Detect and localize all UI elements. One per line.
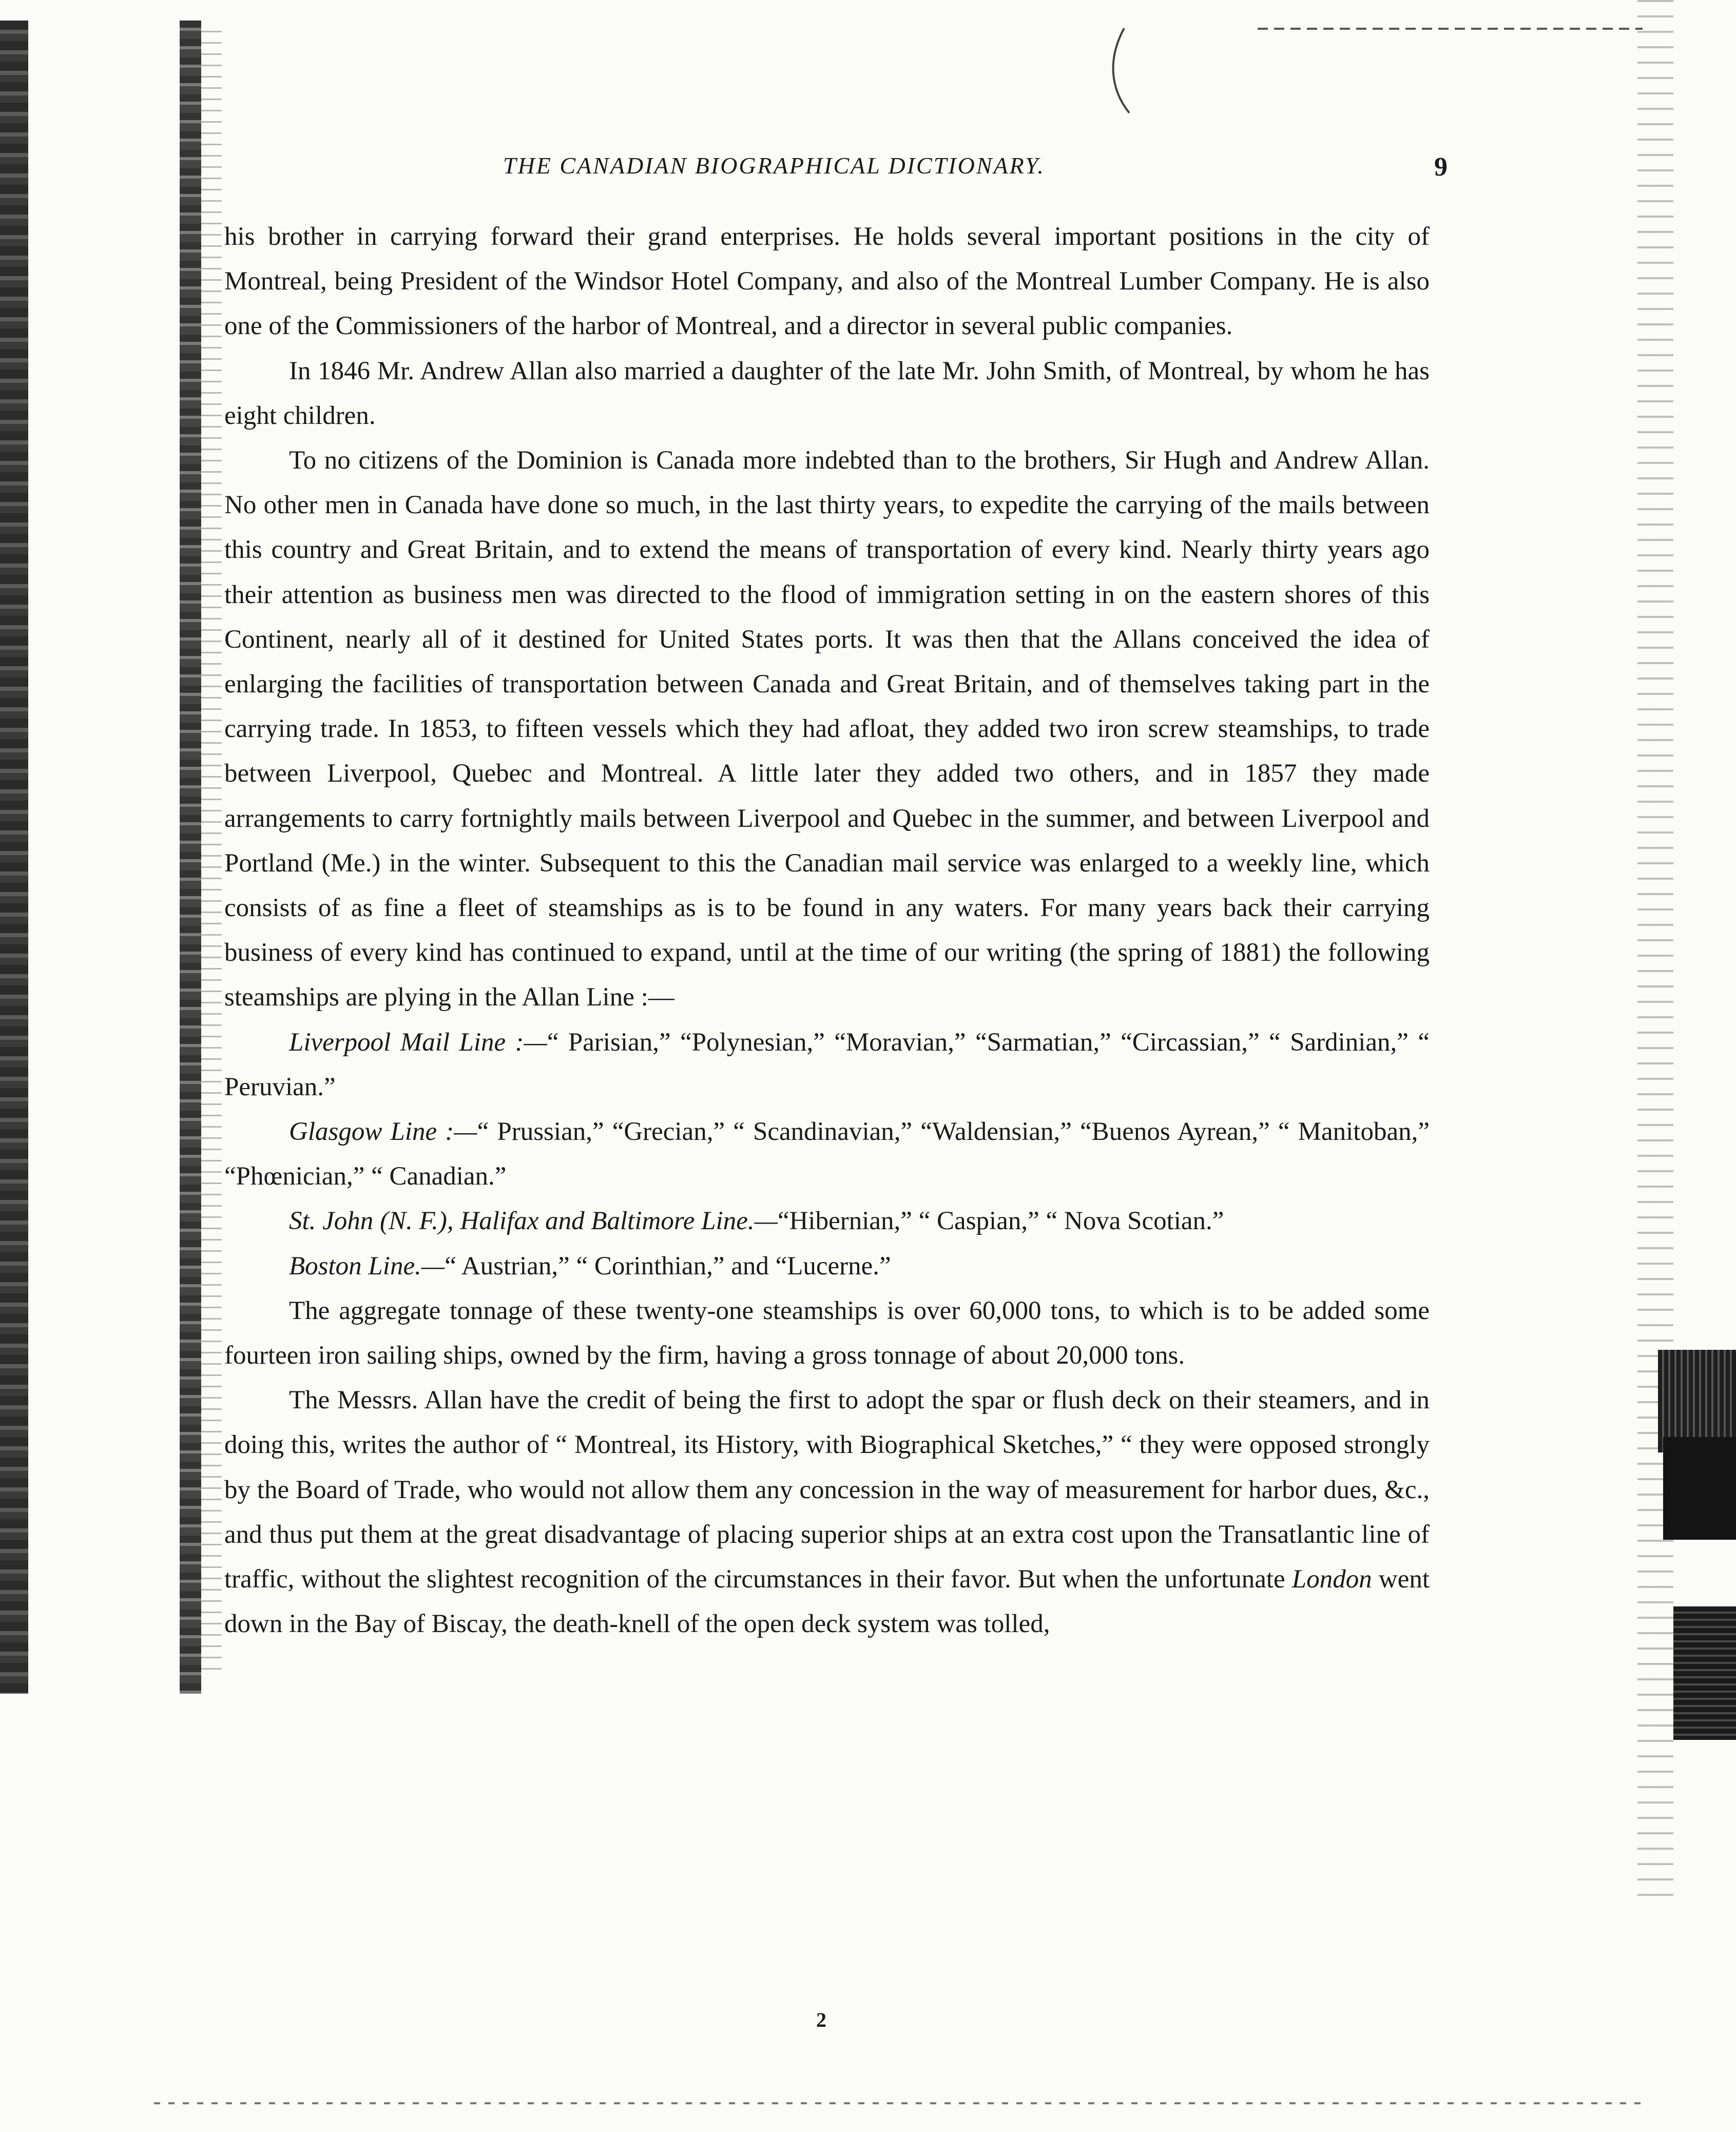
ship-list: “ Prussian,” “Grecian,” “ Scandinavian,” “Waldensian,” “Buenos Ayrean,” “ Manitoban,” “Phœnician,” “ Canadian.”	[224, 1117, 1430, 1191]
line-name: Liverpool Mail Line :—	[289, 1028, 547, 1057]
scan-edge-right	[1637, 0, 1673, 1899]
page-header	[226, 152, 1448, 193]
line-name: Boston Line.—	[289, 1251, 445, 1281]
page-number: 9	[1434, 152, 1448, 182]
line-name: Glasgow Line :—	[289, 1117, 477, 1147]
scan-edge-left	[0, 21, 28, 1694]
ship-list: “Hibernian,” “ Caspian,” “ Nova Scotian.”	[777, 1207, 1224, 1236]
line-listing	[224, 1110, 1430, 1199]
line-name: St. John (N. F.), Halifax and Baltimore Line.—	[289, 1207, 778, 1236]
scan-bottom-line	[154, 2102, 1643, 2104]
signature-mark: 2	[816, 2008, 826, 2031]
line-listing	[224, 1199, 1430, 1244]
scan-speckle	[201, 31, 222, 1673]
scan-top-line	[1258, 28, 1643, 30]
ship-list: “ Austrian,” “ Corinthian,” and “Lucerne.”	[445, 1251, 891, 1281]
scan-binding-shadow	[180, 21, 201, 1694]
article-body	[224, 215, 1430, 1647]
running-head: THE CANADIAN BIOGRAPHICAL DICTIONARY.	[503, 152, 1045, 179]
paragraph: The aggregate tonnage of these twenty-one steamships is over 60,000 tons, to which is to be added some fourteen iron sailing ships, owned by the firm, having a gross tonnage of about 20,000 tons.	[224, 1296, 1430, 1370]
scan-dark-block	[1673, 1606, 1736, 1740]
paragraph-text: The Messrs. Allan have the credit of being the first to adopt the spar or flush deck on their steamers, and in doing this, writes the author of “ Montreal, its History, with Biographical Sketches,” “ they were opposed strongly by the Board of Trade, who would not allow them any concession in the way of measurement for harbor dues, &c., and thus put them at the great disadvantage of placing superior ships at an extra cost upon the Transatlantic line of traffic, without the slightest recognition of the circumstances in their favor. But when the unfortunate	[224, 1386, 1430, 1594]
paragraph: In 1846 Mr. Andrew Allan also married a daughter of the late Mr. John Smith, of Montreal, by whom he has eight children.	[224, 356, 1430, 430]
pencil-mark	[1104, 26, 1134, 118]
scan-dark-block	[1663, 1437, 1736, 1540]
paragraph-text: went down in the Bay of Biscay, the death-knell of the open deck system was tolled,	[224, 1565, 1430, 1639]
line-listing	[224, 1020, 1430, 1110]
line-listing	[224, 1244, 1430, 1289]
ship-name: London	[1291, 1565, 1372, 1594]
paragraph: To no citizens of the Dominion is Canada more indebted than to the brothers, Sir Hugh and Andrew Allan. No other men in Canada have done so much, in the last thirty years, to expedite the carrying of the mails between this country and Great Britain, and to extend the means of transportation of every kind. Nearly thirty years ago their attention as business men was directed to the flood of immigration setting in on the eastern shores of this Continent, nearly all of it destined for United States ports. It was then that the Allans conceived the idea of enlarging the facilities of transportation between Canada and Great Britain, and of themselves taking part in the carrying trade. In 1853, to fifteen vessels which they had afloat, they added two iron screw steamships, to trade between Liverpool, Quebec and Montreal. A little later they added two others, and in 1857 they made arrangements to carry fortnightly mails between Liverpool and Quebec in the summer, and between Liverpool and Portland (Me.) in the winter. Subsequent to this the Canadian mail service was enlarged to a weekly line, which consists of as fine a fleet of steamships as is to be found in any waters. For many years back their carrying business of every kind has continued to expand, until at the time of our writing (the spring of 1881) the following steamships are plying in the Allan Line :—	[224, 446, 1430, 1012]
ship-list: “ Parisian,” “Polynesian,” “Moravian,” “Sarmatian,” “Circassian,” “ Sardinian,” “ Peruvian.”	[224, 1028, 1430, 1101]
paragraph	[224, 1378, 1430, 1646]
paragraph: his brother in carrying forward their grand enterprises. He holds several important positions in the city of Montreal, being President of the Windsor Hotel Company, and also of the Montreal Lumber Company. He is also one of the Commissioners of the harbor of Montreal, and a director in several public companies.	[224, 222, 1430, 341]
